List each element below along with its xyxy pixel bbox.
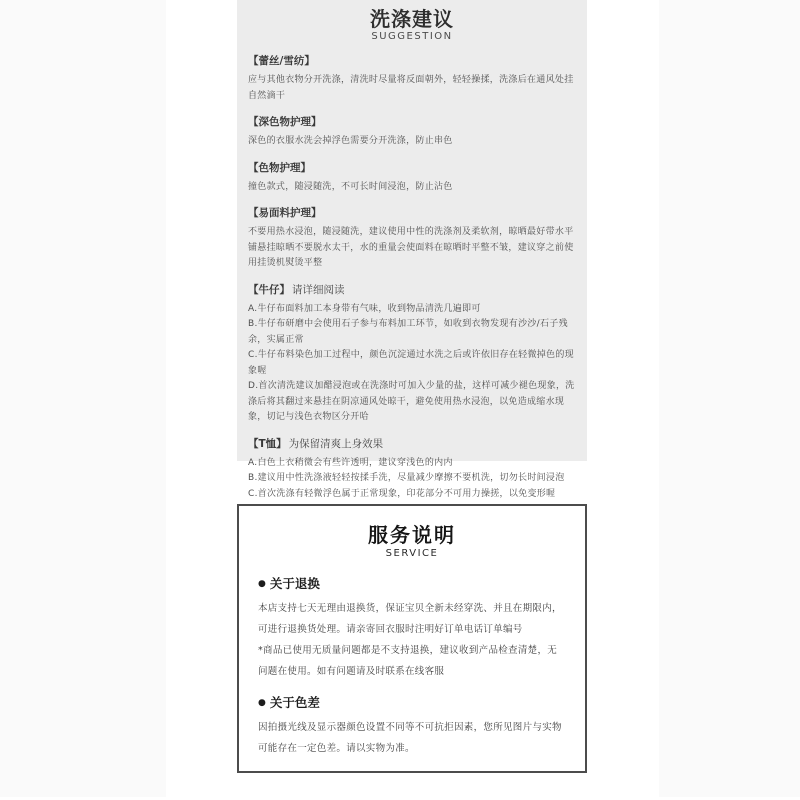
washing-section (248, 116, 576, 150)
section-heading-note: 为保留清爽上身效果 (288, 437, 384, 450)
section-paragraphs (248, 225, 576, 272)
section-heading (258, 694, 566, 712)
section-heading (248, 438, 576, 451)
paragraph-text: B.牛仔布研磨中会使用石子参与布料加工环节，如收到衣物发现有沙沙/石子残余，实属正常 (248, 319, 568, 345)
washing-section (248, 55, 576, 104)
section-heading-text: 关于色差 (269, 695, 320, 710)
paragraph-text: 应与其他衣物分开洗涤，清洗时尽量将反面朝外，轻轻操揉，洗涤后在通风处挂自然滴干 (248, 75, 574, 101)
washing-section (248, 438, 576, 503)
paragraph-text: *商品已使用无质量问题都是不支持退换，建议收到产品检查清楚，无问题在使用。如有问题请及时联系在线客服 (258, 645, 558, 677)
service-sections (258, 575, 566, 759)
section-heading (248, 55, 576, 68)
washing-suggestion-panel (237, 0, 587, 499)
service-section (258, 575, 566, 682)
section-heading-bracket: 【T恤】 (248, 437, 287, 450)
paragraph-text: 因拍摄光线及显示器颜色设置不同等不可抗拒因素，您所见图片与实物可能存在一定色差。请以实物为准。 (258, 722, 562, 754)
section-heading (248, 284, 576, 297)
paragraph-text: 深色的衣服水洗会掉浮色需要分开洗涤，防止串色 (248, 136, 453, 146)
section-paragraphs (248, 180, 576, 196)
section-heading-bracket: 【牛仔】 (248, 283, 290, 296)
section-heading-bracket: 【色物护理】 (248, 161, 311, 174)
section-paragraphs (258, 598, 566, 682)
page-background-right-band (659, 0, 800, 797)
paragraph-text: 本店支持七天无理由退换货，保证宝贝全新未经穿洗、并且在期限内，可进行退换货处理。请亲寄回衣服时注明好订单电话订单编号 (258, 603, 562, 635)
washing-subtitle: SUGGESTION (371, 31, 453, 42)
paragraph-text: C.首次洗涤有轻微浮色属于正常现象，印花部分不可用力操搓，以免变形喔 (248, 488, 556, 499)
section-heading (248, 207, 576, 220)
section-heading-bracket: 【易面料护理】 (248, 207, 322, 219)
service-section (258, 694, 566, 759)
paragraph-text: D.首次清洗建议加醋浸泡或在洗涤时可加入少量的盐，这样可减少褪色现象，洗涤后将其翻过来悬挂在阴凉通风处晾干，避免使用热水浸泡，以免造成缩水现象，切记与浅色衣物区分开哈 (248, 381, 575, 422)
bullet-dot-icon: ● (258, 579, 266, 589)
washing-section (248, 207, 576, 272)
section-paragraphs (258, 717, 566, 759)
page-background-left-band (0, 0, 166, 797)
paragraph-text: 撞色款式，随浸随洗，不可长时间浸泡，防止沾色 (248, 181, 453, 192)
paragraph-text: A.牛仔布面料加工本身带有气味，收到物品清洗几遍即可 (248, 303, 481, 314)
service-title: 服务说明 (368, 523, 456, 547)
section-heading-bracket: 【蕾丝/雪纺】 (248, 55, 315, 67)
paragraph-text: 不要用热水浸泡，随浸随洗，建议使用中性的洗涤剂及柔软剂，晾晒最好带水平铺悬挂晾晒不要脱水太干，水的重量会使面料在晾晒时平整不皱，建议穿之前使用挂烫机熨烫平整 (248, 227, 574, 268)
section-heading-bracket: 【深色物护理】 (248, 116, 322, 128)
section-heading-note: 请详细阅读 (292, 283, 345, 296)
section-heading (258, 575, 566, 593)
washing-title: 洗涤建议 (370, 7, 454, 31)
bullet-dot-icon: ● (258, 698, 266, 708)
section-paragraphs (248, 302, 576, 426)
section-heading (248, 162, 576, 175)
section-paragraphs (248, 73, 576, 104)
washing-sections (248, 55, 576, 502)
section-heading (248, 116, 576, 129)
paragraph-text: A.白色上衣稍微会有些许透明，建议穿浅色的内内 (248, 457, 453, 468)
washing-section (248, 284, 576, 426)
section-heading-text: 关于退换 (269, 576, 320, 591)
paragraph-text: C.牛仔布料染色加工过程中，颜色沉淀通过水洗之后或许依旧存在轻微掉色的现象喔 (248, 350, 574, 376)
washing-section (248, 162, 576, 196)
section-paragraphs (248, 456, 576, 503)
paragraph-text: B.建议用中性洗涤液轻轻按揉手洗，尽量减少摩擦不要机洗，切勿长时间浸泡 (248, 473, 565, 483)
section-paragraphs (248, 134, 576, 150)
service-subtitle: SERVICE (385, 548, 439, 559)
service-description-box (237, 504, 587, 773)
